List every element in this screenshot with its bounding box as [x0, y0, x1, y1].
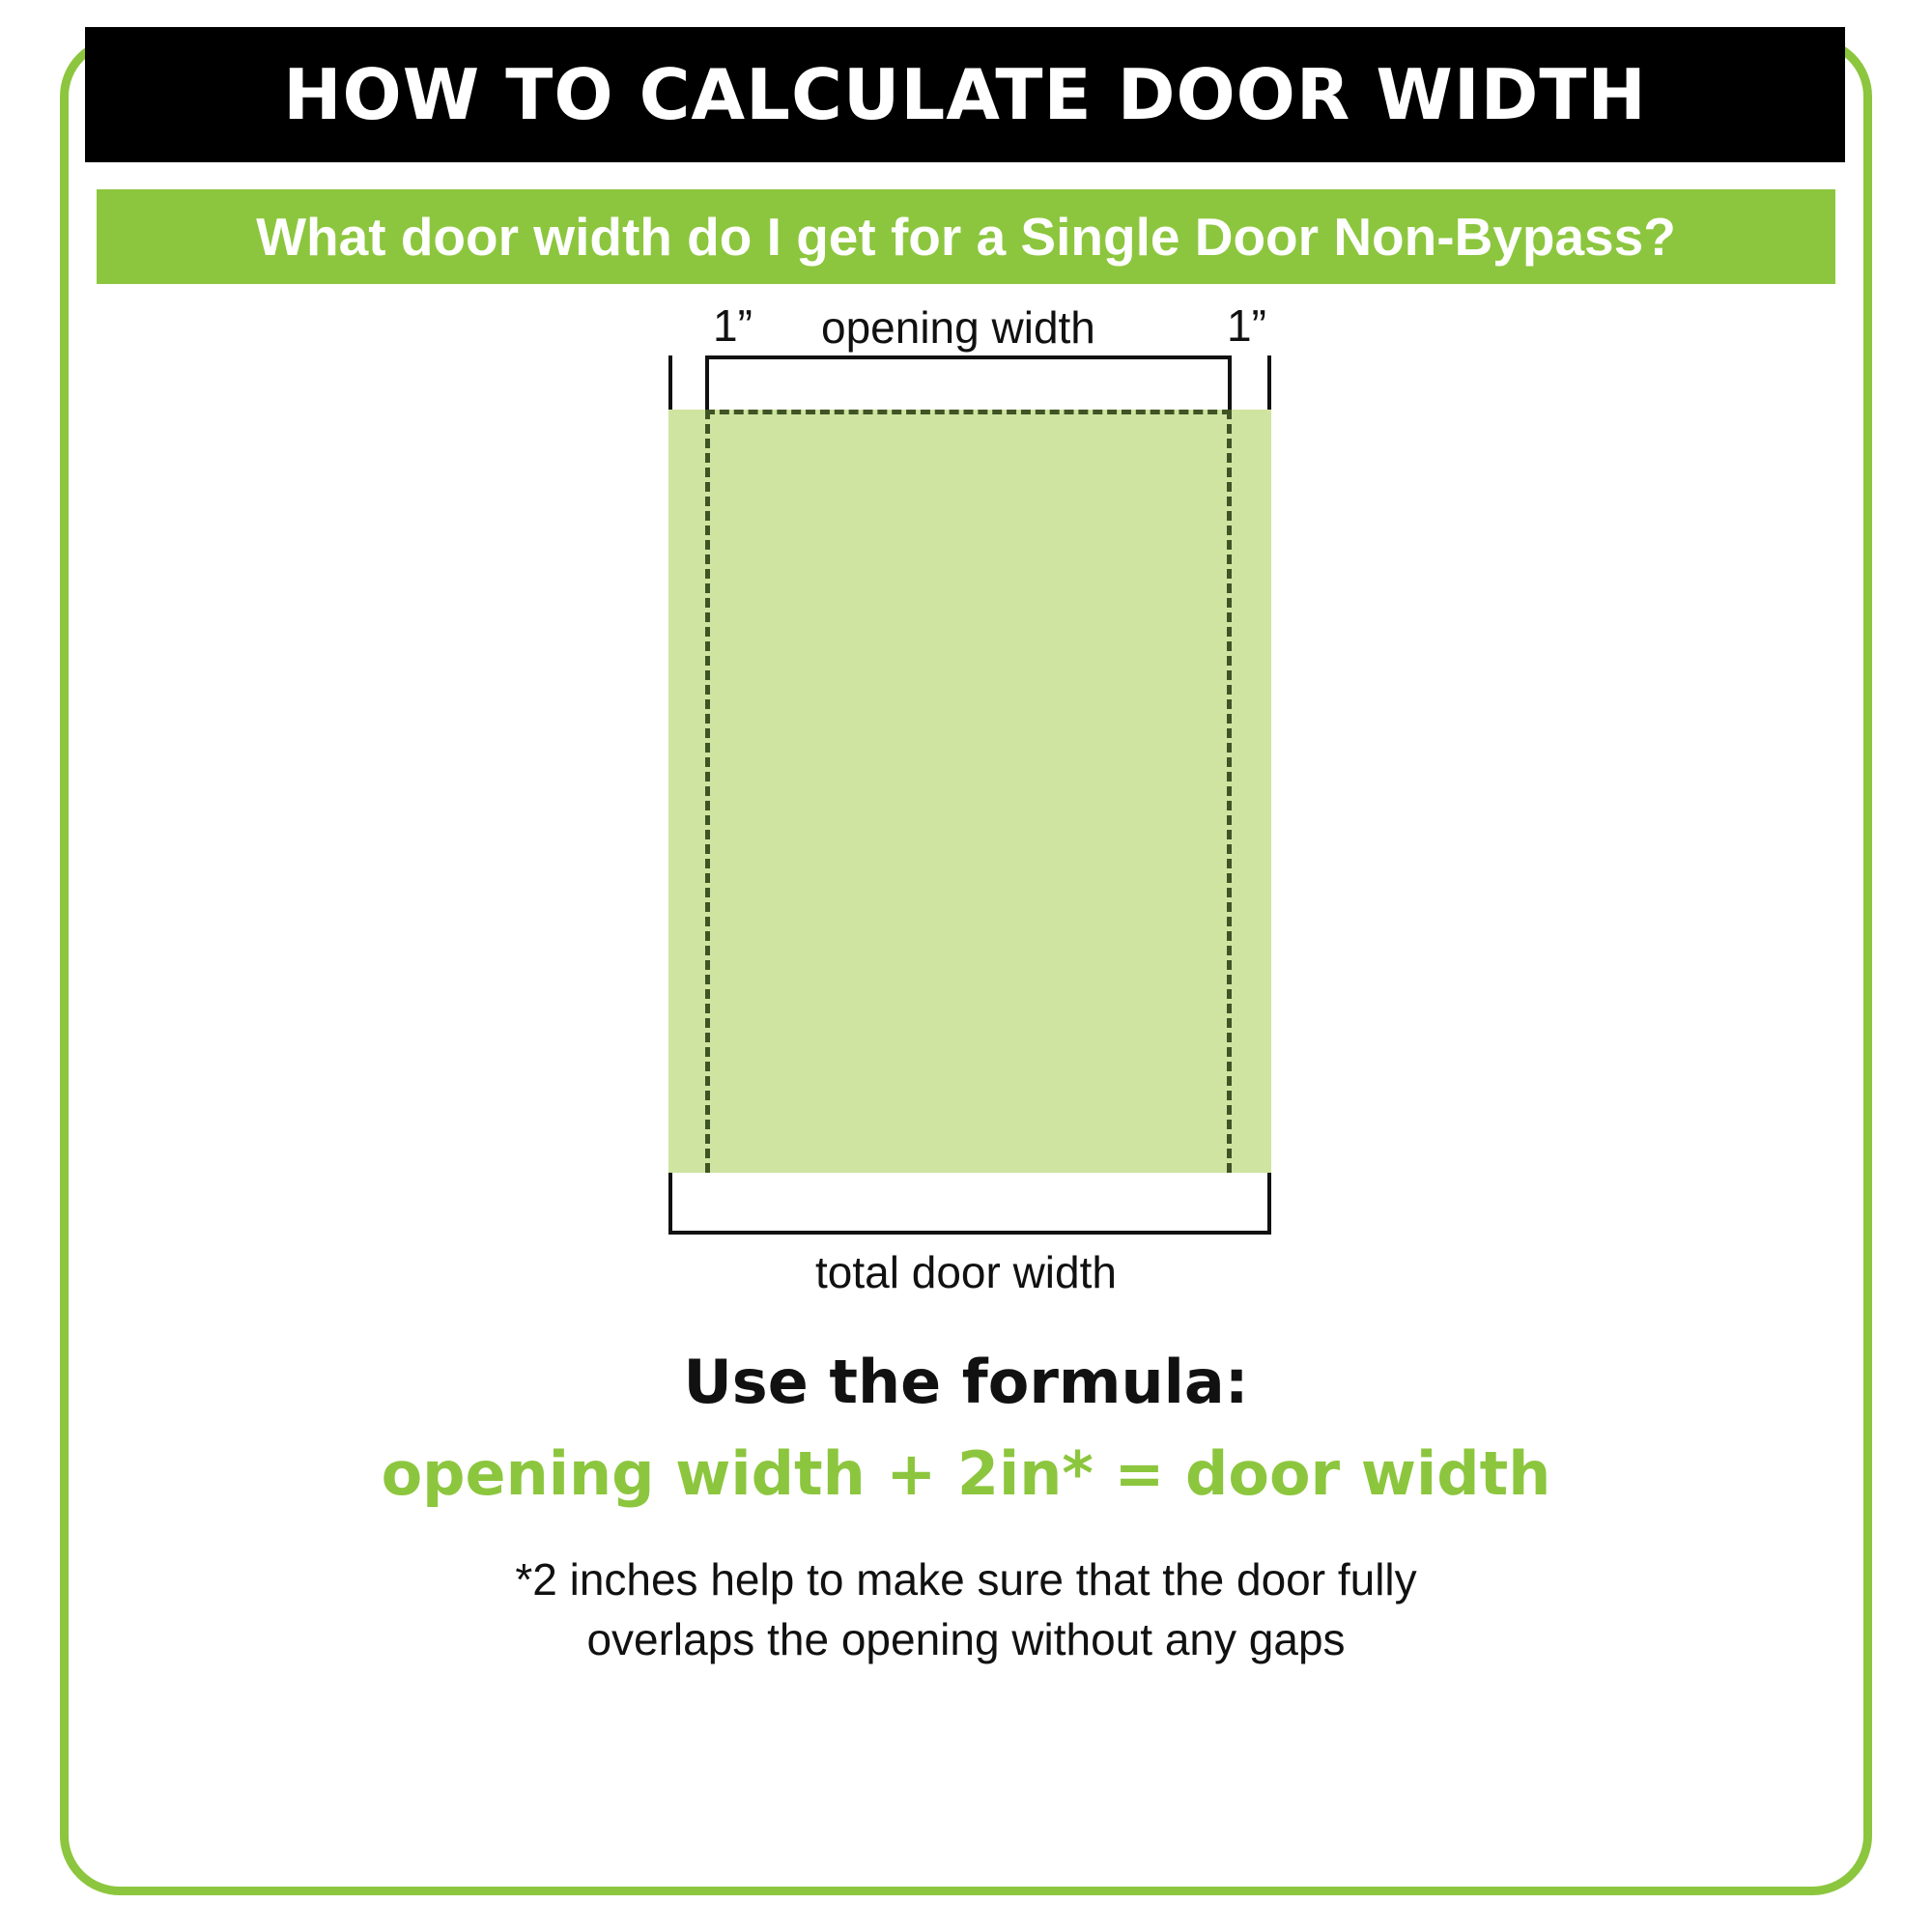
opening-width-label: opening width [821, 302, 1095, 353]
bracket-tick-right [1267, 1173, 1271, 1235]
bracket-tick-left [668, 1173, 672, 1235]
total-door-width-measure-bracket [668, 1173, 1271, 1235]
opening-width-measure-bracket [705, 355, 1232, 412]
header-bar [85, 27, 1845, 162]
formula-equation: opening width + 2in* = door width [381, 1438, 1551, 1510]
formula-heading: Use the formula: [683, 1347, 1249, 1417]
subheader-bar [97, 189, 1835, 284]
bracket-tick-left [705, 355, 709, 412]
door-edge-tick-right [1267, 355, 1271, 412]
formula-footnote-line-1: *2 inches help to make sure that the door fully [515, 1553, 1417, 1605]
formula-section [97, 1348, 1835, 1669]
page-title: HOW TO CALCULATE DOOR WIDTH [283, 54, 1647, 135]
door-edge-tick-left [668, 355, 672, 412]
formula-footnote [97, 1549, 1835, 1669]
bracket-line [705, 355, 1232, 359]
subheader-question: What door width do I get for a Single Door Non-Bypass? [256, 206, 1676, 267]
formula-footnote-line-2: overlaps the opening without any gaps [586, 1613, 1346, 1664]
right-gap-label: 1” [1227, 300, 1266, 351]
bracket-tick-right [1228, 355, 1232, 412]
bracket-line [668, 1231, 1271, 1235]
opening-outline-dashed [705, 410, 1232, 1173]
door-width-diagram [657, 299, 1275, 1299]
total-door-width-label: total door width [815, 1247, 1117, 1297]
left-gap-label: 1” [713, 300, 753, 351]
